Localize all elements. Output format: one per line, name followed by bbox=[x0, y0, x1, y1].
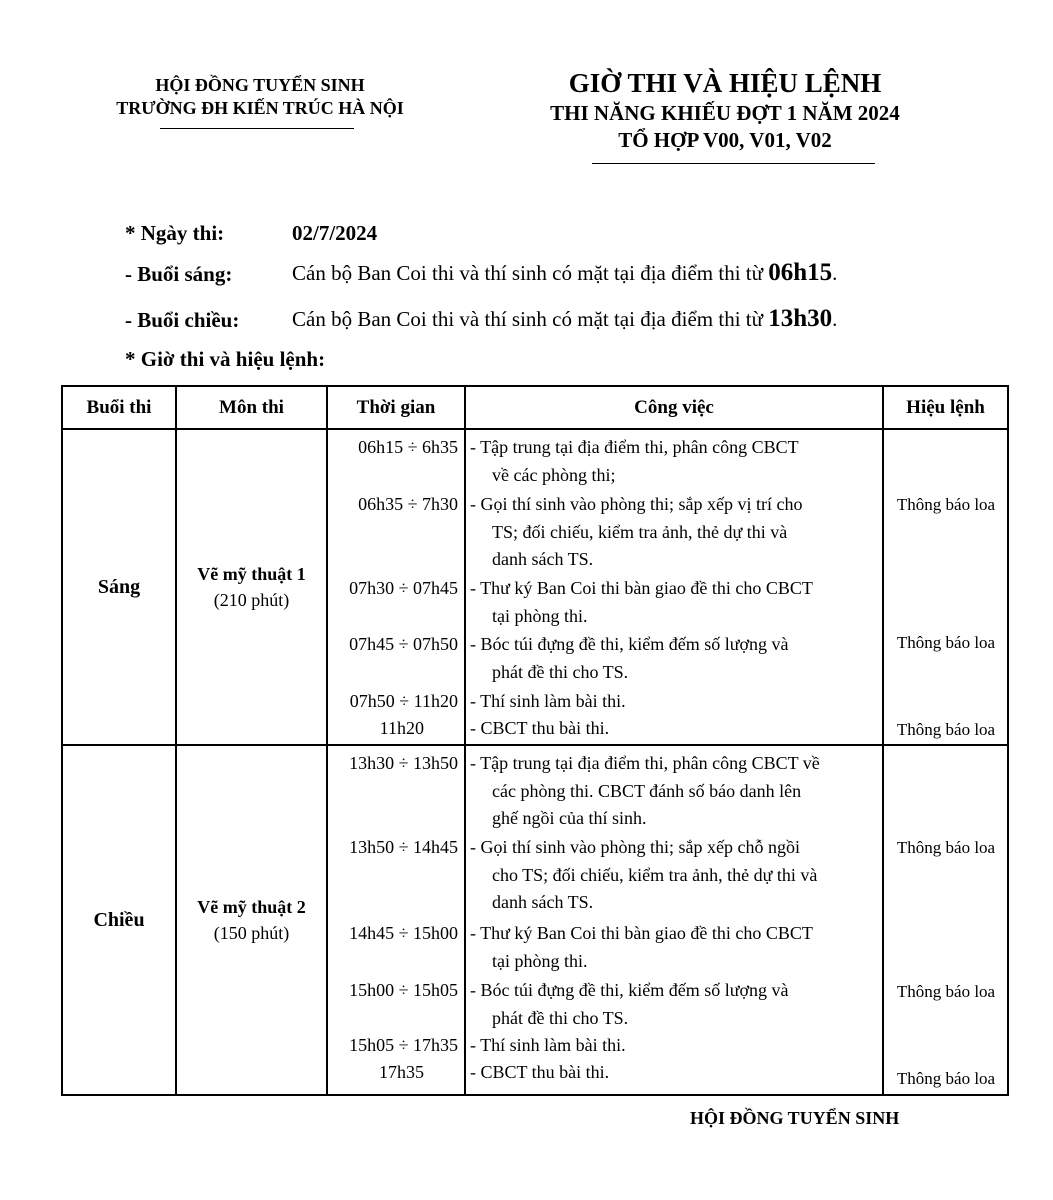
morning-label: - Buổi sáng: bbox=[125, 262, 233, 286]
task-line: phát đề thi cho TS. bbox=[492, 1007, 629, 1028]
afternoon-label: - Buổi chiều: bbox=[125, 308, 240, 332]
issuer-line-1: HỘI ĐỒNG TUYỂN SINH bbox=[155, 75, 365, 95]
exam-date-label: * Ngày thi: bbox=[125, 221, 225, 245]
task-line: - Thư ký Ban Coi thi bàn giao đề thi cho CBCT bbox=[470, 578, 813, 598]
col-header-time: Thời gian bbox=[327, 386, 465, 429]
document-subtitle-1: THI NĂNG KHIẾU ĐỢT 1 NĂM 2024 bbox=[550, 101, 900, 125]
task-item bbox=[470, 1059, 880, 1087]
subject-name: Vẽ mỹ thuật 2 bbox=[197, 897, 306, 917]
task-line: về các phòng thi; bbox=[492, 464, 616, 485]
task-line: TS; đối chiếu, kiểm tra ảnh, thẻ dự thi và bbox=[492, 521, 788, 542]
task-cell bbox=[465, 429, 883, 745]
afternoon-text: Cán bộ Ban Coi thi và thí sinh có mặt tại địa điểm thi từ bbox=[292, 307, 769, 331]
task-line: các phòng thi. CBCT đánh số báo danh lên bbox=[492, 780, 802, 801]
task-cell bbox=[465, 745, 883, 1095]
signal-text: Thông báo loa bbox=[896, 720, 996, 739]
signal-text: Thông báo loa bbox=[896, 633, 996, 652]
task-item bbox=[470, 1032, 880, 1060]
task-line: - Thư ký Ban Coi thi bàn giao đề thi cho CBCT bbox=[470, 923, 813, 943]
task-line: tại phòng thi. bbox=[492, 950, 588, 971]
afternoon-period: . bbox=[832, 307, 838, 331]
time-slot: 06h15 ÷ 6h35 bbox=[358, 437, 458, 457]
col-header-signal: Hiệu lệnh bbox=[883, 386, 1008, 429]
signature-footer: HỘI ĐỒNG TUYỂN SINH bbox=[690, 1108, 900, 1128]
morning-period: . bbox=[832, 261, 838, 285]
signal-text: Thông báo loa bbox=[896, 982, 996, 1001]
task-line: - Tập trung tại địa điểm thi, phân công CBCT bbox=[470, 437, 799, 457]
schedule-heading: * Giờ thi và hiệu lệnh: bbox=[125, 347, 326, 371]
task-item bbox=[470, 977, 880, 1032]
time-slot: 13h50 ÷ 14h45 bbox=[349, 837, 458, 857]
schedule-table bbox=[61, 385, 1009, 1096]
task-line: - Thí sinh làm bài thi. bbox=[470, 1035, 626, 1055]
time-slot: 13h30 ÷ 13h50 bbox=[349, 753, 458, 773]
time-slot: 07h50 ÷ 11h20 bbox=[349, 691, 458, 711]
time-slot: 17h35 bbox=[379, 1062, 424, 1082]
subject-cell bbox=[176, 745, 327, 1095]
signal-cell bbox=[883, 745, 1008, 1095]
issuer-line-2: TRƯỜNG ĐH KIẾN TRÚC HÀ NỘI bbox=[116, 98, 404, 118]
time-cell bbox=[327, 745, 465, 1095]
morning-time: 06h15 bbox=[768, 259, 833, 286]
time-slot: 15h00 ÷ 15h05 bbox=[349, 980, 458, 1000]
signal-cell bbox=[883, 429, 1008, 745]
time-slot: 07h45 ÷ 07h50 bbox=[349, 634, 458, 654]
subject-duration: (150 phút) bbox=[213, 923, 290, 943]
title-block bbox=[500, 66, 950, 154]
task-item bbox=[470, 575, 880, 630]
task-line: tại phòng thi. bbox=[492, 605, 588, 626]
task-line: - Bóc túi đựng đề thi, kiểm đếm số lượng và bbox=[470, 980, 789, 1000]
task-item bbox=[470, 688, 880, 716]
table-row-morning bbox=[62, 429, 1008, 745]
issuer-underline bbox=[160, 128, 354, 129]
task-line: phát đề thi cho TS. bbox=[492, 661, 629, 682]
task-line: - Tập trung tại địa điểm thi, phân công CBCT về bbox=[470, 753, 820, 773]
signal-text: Thông báo loa bbox=[896, 495, 996, 514]
subject-cell bbox=[176, 429, 327, 745]
task-line: - Gọi thí sinh vào phòng thi; sắp xếp vị trí cho bbox=[470, 494, 803, 514]
task-item bbox=[470, 434, 880, 489]
col-header-task: Công việc bbox=[465, 386, 883, 429]
signal-text: Thông báo loa bbox=[896, 838, 996, 857]
task-line: - Thí sinh làm bài thi. bbox=[470, 691, 626, 711]
time-slot: 06h35 ÷ 7h30 bbox=[358, 494, 458, 514]
col-header-subject: Môn thi bbox=[176, 386, 327, 429]
table-header-row bbox=[62, 386, 1008, 429]
title-underline bbox=[592, 163, 875, 164]
task-line: - Gọi thí sinh vào phòng thi; sắp xếp chỗ ngồi bbox=[470, 837, 800, 857]
task-line: - Bóc túi đựng đề thi, kiểm đếm số lượng và bbox=[470, 634, 789, 654]
time-slot: 07h30 ÷ 07h45 bbox=[349, 578, 458, 598]
task-line: danh sách TS. bbox=[492, 892, 594, 912]
afternoon-time: 13h30 bbox=[768, 305, 833, 332]
task-line: ghế ngồi của thí sinh. bbox=[492, 808, 647, 828]
task-line: danh sách TS. bbox=[492, 549, 594, 569]
task-line: - CBCT thu bài thi. bbox=[470, 718, 610, 738]
subject-duration: (210 phút) bbox=[213, 590, 290, 610]
signal-text: Thông báo loa bbox=[896, 1069, 996, 1088]
task-item bbox=[470, 631, 880, 686]
col-header-session: Buổi thi bbox=[62, 386, 176, 429]
task-item bbox=[470, 920, 880, 975]
table-row-afternoon bbox=[62, 745, 1008, 1095]
time-slot: 15h05 ÷ 17h35 bbox=[349, 1035, 458, 1055]
session-cell: Chiều bbox=[62, 745, 176, 1095]
subject-name: Vẽ mỹ thuật 1 bbox=[197, 564, 306, 584]
task-item bbox=[470, 491, 880, 574]
time-slot: 14h45 ÷ 15h00 bbox=[349, 923, 458, 943]
morning-text: Cán bộ Ban Coi thi và thí sinh có mặt tại địa điểm thi từ bbox=[292, 261, 769, 285]
document-title: GIỜ THI VÀ HIỆU LỆNH bbox=[568, 68, 882, 98]
time-slot: 11h20 bbox=[379, 718, 424, 738]
task-item bbox=[470, 715, 880, 743]
document-subtitle-2: TỔ HỢP V00, V01, V02 bbox=[618, 128, 832, 152]
task-line: cho TS; đối chiếu, kiểm tra ảnh, thẻ dự thi và bbox=[492, 864, 818, 885]
task-item bbox=[470, 834, 880, 917]
issuer-block bbox=[80, 74, 440, 120]
task-item bbox=[470, 750, 880, 833]
time-cell bbox=[327, 429, 465, 745]
task-line: - CBCT thu bài thi. bbox=[470, 1062, 610, 1082]
exam-date-value: 02/7/2024 bbox=[292, 221, 378, 245]
session-cell: Sáng bbox=[62, 429, 176, 745]
